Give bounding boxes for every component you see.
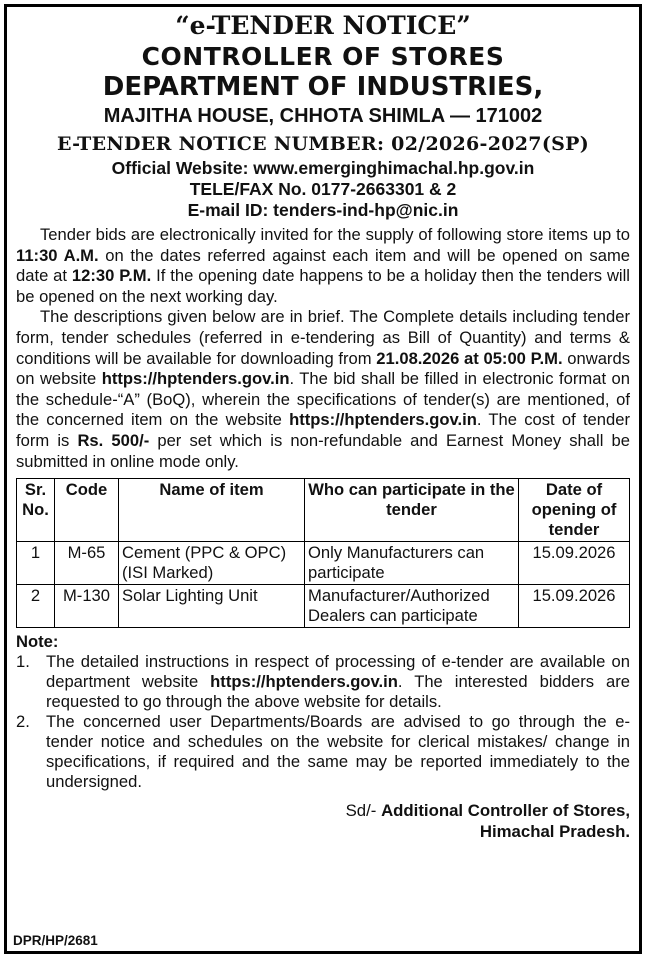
signatory-state: Himachal Pradesh.	[479, 822, 630, 842]
dpr-reference: DPR/HP/2681	[13, 933, 98, 948]
p2-text: onwards on website	[16, 348, 630, 389]
p1-text: on the dates referred against each item and will be opened on same date at	[16, 245, 630, 286]
table-row	[17, 542, 630, 585]
tender-website-link[interactable]: https://hptenders.gov.in	[210, 672, 398, 692]
p2-text: per set which is non-refundable and Earnest Money shall be submitted in online mode only.	[16, 430, 630, 471]
col-sr-no: Sr. No.	[17, 479, 55, 542]
email: E-mail ID: tenders-ind-hp@nic.in	[187, 200, 459, 220]
signature-prefix: Sd/-	[345, 801, 382, 821]
note-1-text: The detailed instructions in respect of processing of e-tender are available on department website	[46, 652, 630, 692]
address: MAJITHA HOUSE, CHHOTA SHIMLA — 171002	[103, 105, 543, 127]
notice-number: E-TENDER NOTICE NUMBER: 02/2026-2027(SP)	[56, 133, 590, 155]
signature-line	[16, 800, 630, 821]
signature-block	[16, 800, 630, 842]
official-website: Official Website: www.emerginghimachal.hp.gov.in	[111, 158, 535, 178]
list-item	[16, 652, 630, 712]
paragraph-1	[16, 225, 630, 307]
participants: Manufacturer/Authorized Dealers can participate	[305, 585, 519, 628]
sr-no: 1	[17, 542, 55, 585]
note-number: 1.	[16, 652, 30, 672]
bid-time: 11:30 A.M.	[16, 245, 99, 265]
tender-website-link[interactable]: https://hptenders.gov.in	[101, 369, 290, 389]
p2-text: . The bid shall be filled in electronic format on the schedule-“A” (BoQ), wherein the specifications of tender(s) are mentioned, of the concerned item on the website	[16, 369, 630, 430]
notice-title: “e-TENDER NOTICE”	[175, 11, 471, 40]
table-header-row	[17, 479, 630, 542]
p2-text: . The cost of tender form is	[16, 410, 630, 450]
tender-cost: Rs. 500/-	[77, 430, 150, 450]
note-heading: Note:	[16, 632, 59, 652]
table-row	[17, 585, 630, 628]
item-name: Solar Lighting Unit	[119, 585, 305, 628]
signature-state	[16, 821, 630, 842]
signatory-designation: Additional Controller of Stores,	[381, 801, 630, 821]
p2-text: The descriptions given below are in brief. The Complete details including tender form, tender schedules (referred in e-tendering as Bill of Quantity) and terms & conditions will be available for downloading from	[16, 307, 630, 368]
paragraph-2	[16, 307, 630, 472]
item-code: M-130	[55, 585, 119, 628]
item-name: Cement (PPC & OPC) (ISI Marked)	[119, 542, 305, 585]
download-date: 21.08.2026 at 05:00 P.M.	[376, 348, 563, 368]
note-text	[46, 652, 630, 712]
tender-website-link[interactable]: https://hptenders.gov.in	[289, 410, 477, 430]
col-opening-date: Date of opening of tender	[519, 479, 630, 542]
telefax: TELE/FAX No. 0177-2663301 & 2	[189, 179, 457, 199]
tender-notice	[4, 4, 642, 954]
participants: Only Manufacturers can participate	[305, 542, 519, 585]
opening-date: 15.09.2026	[519, 585, 630, 628]
opening-time: 12:30 P.M.	[71, 266, 152, 286]
opening-date: 15.09.2026	[519, 542, 630, 585]
col-item-name: Name of item	[119, 479, 305, 542]
note-number: 2.	[16, 712, 30, 732]
note-list	[16, 652, 630, 792]
sr-no: 2	[17, 585, 55, 628]
body-text	[16, 225, 630, 472]
note-2-text: The concerned user Departments/Boards are advised to go through the e-tender notice and schedules on the website for clerical mistakes/ change in specifications, if required and the same may be reported immediately to the undersigned.	[46, 712, 630, 792]
department-name: DEPARTMENT OF INDUSTRIES,	[102, 72, 544, 102]
col-participants: Who can participate in the tender	[305, 479, 519, 542]
org-name: CONTROLLER OF STORES	[141, 42, 505, 71]
col-code: Code	[55, 479, 119, 542]
note-1-text: . The interested bidders are requested to go through the above website for details.	[46, 672, 630, 712]
list-item	[16, 712, 630, 792]
p1-text: If the opening date happens to be a holiday then the tenders will be opened on the next working day.	[16, 266, 630, 306]
p1-text: Tender bids are electronically invited for the supply of following store items up to	[40, 225, 630, 244]
item-code: M-65	[55, 542, 119, 585]
items-table	[16, 478, 630, 628]
